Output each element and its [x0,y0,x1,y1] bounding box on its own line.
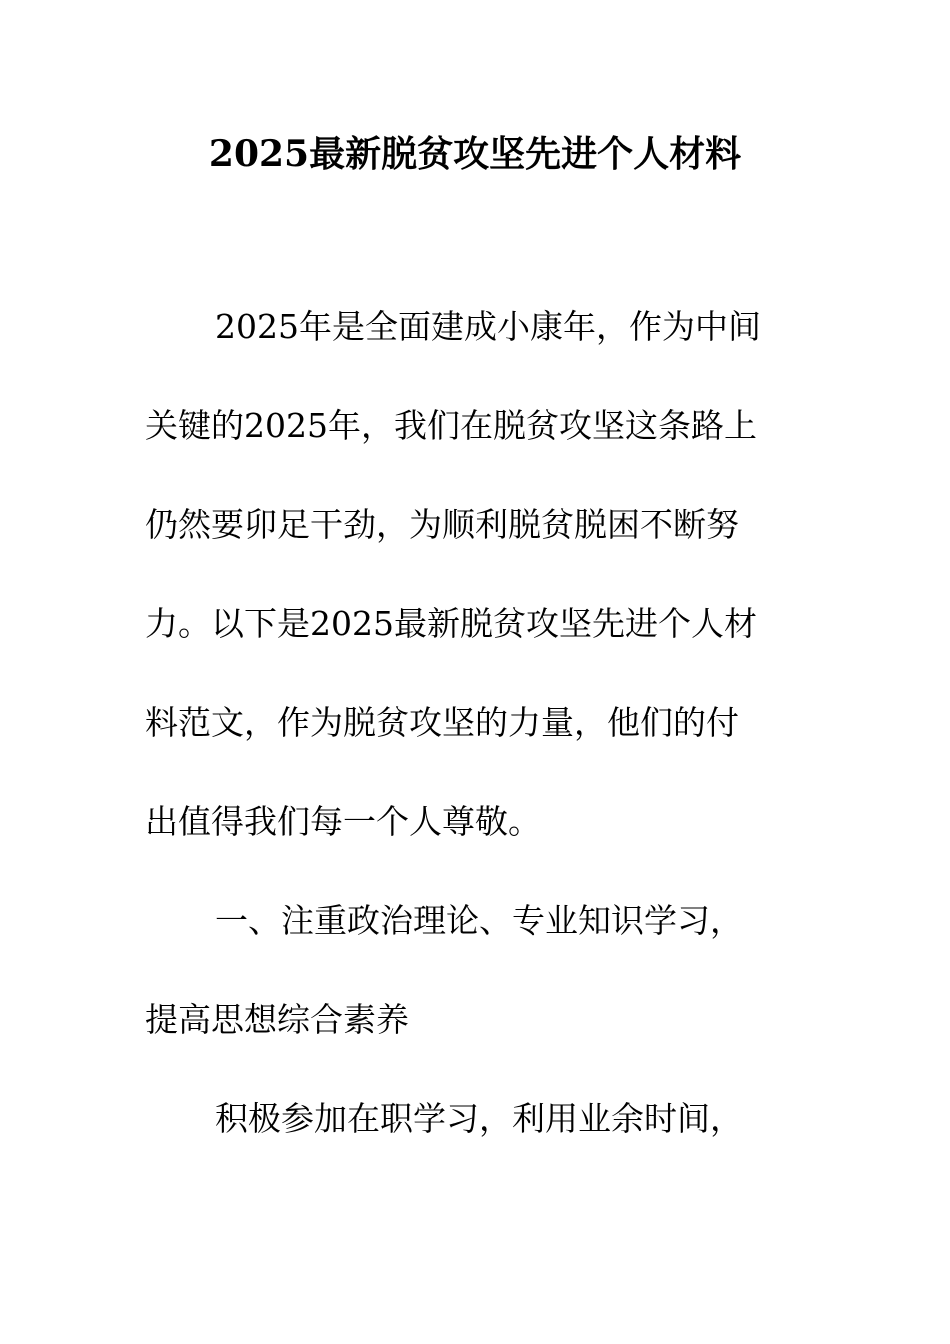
document-title: 2025最新脱贫攻坚先进个人材料 [208,133,742,175]
paragraph-line: 力。以下是2025最新脱贫攻坚先进个人材 [145,604,757,643]
section-heading-line: 一、注重政治理论、专业知识学习， [215,901,743,940]
paragraph-line: 积极参加在职学习，利用业余时间， [215,1099,743,1138]
paragraph-line: 2025年是全面建成小康年，作为中间 [215,307,761,346]
paragraph-line: 关键的2025年，我们在脱贫攻坚这条路上 [145,406,757,445]
section-heading-line: 提高思想综合素养 [145,1000,409,1039]
paragraph-line: 仍然要卯足干劲，为顺利脱贫脱困不断努 [145,505,739,544]
paragraph-line: 出值得我们每一个人尊敬。 [145,802,541,841]
paragraph-line: 料范文，作为脱贫攻坚的力量，他们的付 [145,703,739,742]
